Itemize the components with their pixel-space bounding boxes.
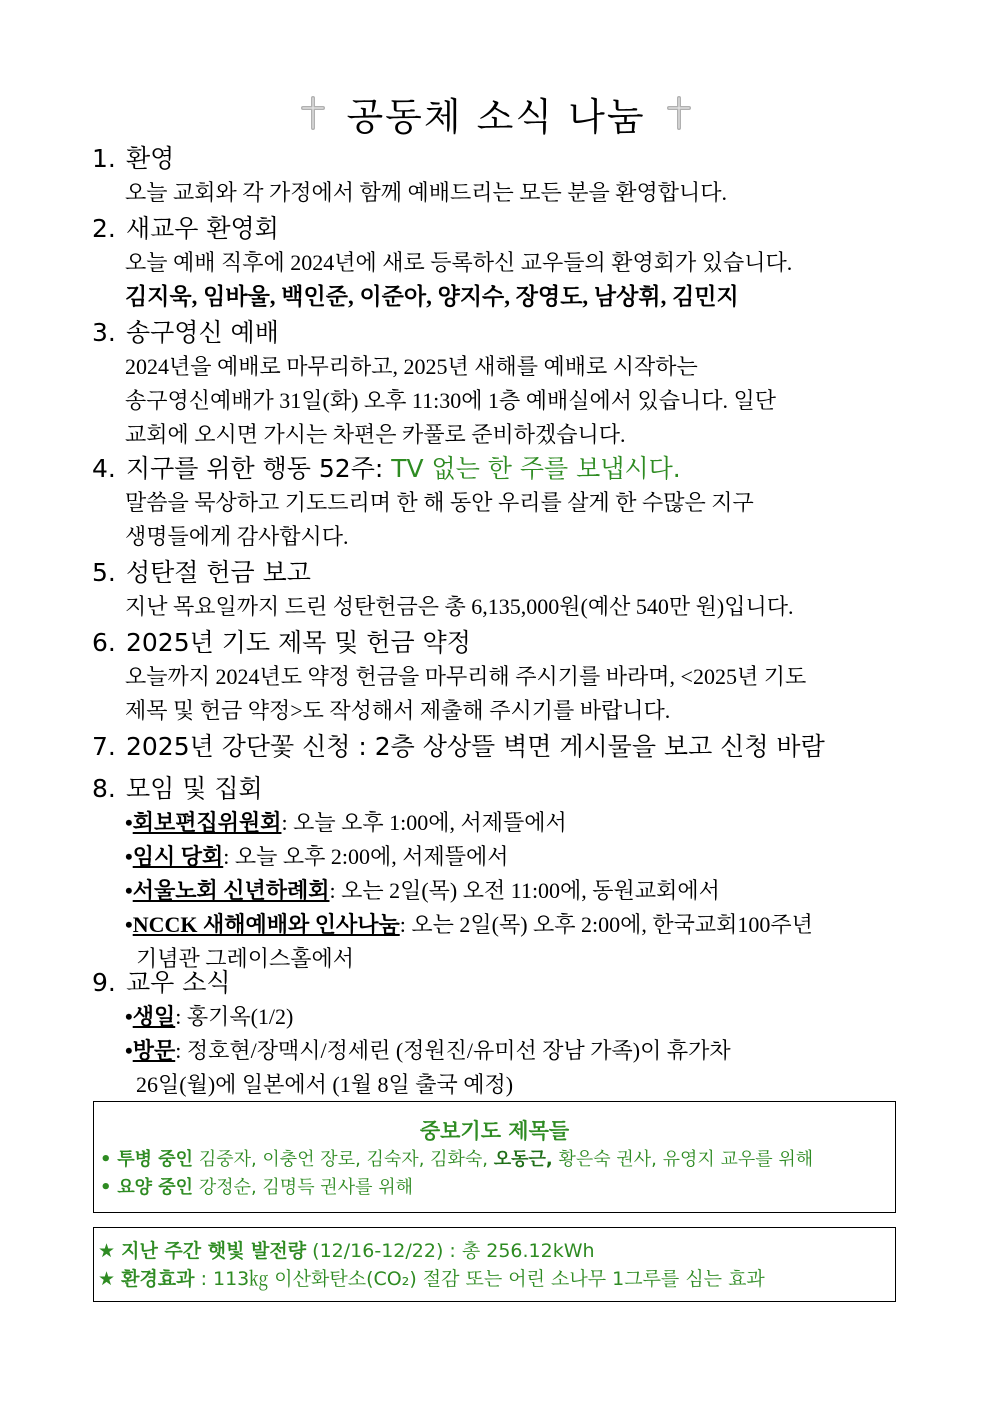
energy-line [98, 1265, 895, 1293]
energy-value: : 113㎏ 이산화탄소(CO₂) 절감 또는 어린 소나무 1그루를 심는 효과 [200, 1268, 765, 1290]
section-altar-flowers [92, 730, 902, 764]
section-newyear-service [92, 316, 902, 452]
list-item: •생일: 홍기옥(1/2) [125, 1004, 294, 1029]
section-text: 제목 및 헌금 약정>도 작성해서 제출해 주시기를 바랍니다. [125, 698, 671, 723]
energy-value: (12/16-12/22) : 총 256.12kWh [312, 1240, 595, 1262]
section-heading [92, 772, 902, 806]
item-continuation: 기념관 그레이스홀에서 [136, 946, 355, 971]
section-number: 1. [92, 144, 116, 173]
prayer-names: 김중자, 이충언 장로, 김숙자, 김화숙, [198, 1149, 489, 1170]
section-highlight: TV 없는 한 주를 보냅시다. [391, 454, 681, 483]
list-item: •NCCK 새해예배와 인사나눔: 오는 2일(목) 오후 2:00에, 한국교회100주년 [125, 912, 813, 937]
section-number: 8. [92, 774, 116, 803]
energy-label: 환경효과 [121, 1268, 195, 1290]
list-item: •방문: 정호현/장맥시/정세린 (정원진/유미선 장남 가족)이 휴가차 [125, 1038, 731, 1063]
item-label: 생일 [132, 1004, 176, 1029]
section-member-news [92, 966, 902, 1102]
section-welcome [92, 142, 902, 210]
section-text: 송구영신예배가 31일(화) 오후 11:30에 1층 예배실에서 있습니다. 일단 [125, 388, 776, 413]
list-item: •회보편집위원회: 오늘 오후 1:00에, 서제뜰에서 [125, 810, 567, 835]
item-label: 임시 당회 [132, 844, 224, 869]
section-title: 새교우 환영회 [126, 214, 279, 243]
star-icon: ★ [98, 1268, 116, 1290]
item-label: 방문 [132, 1038, 176, 1063]
section-number: 5. [92, 558, 116, 587]
energy-line [98, 1237, 895, 1265]
section-title: 송구영신 예배 [126, 318, 279, 347]
item-text: : 오는 2일(목) 오후 2:00에, 한국교회100주년 [399, 912, 813, 937]
section-text: 2024년을 예배로 마무리하고, 2025년 새해를 예배로 시작하는 [125, 354, 698, 379]
prayer-names: 황은숙 권사, 유영지 교우를 위해 [558, 1149, 814, 1170]
star-icon: ★ [98, 1240, 116, 1262]
item-text: : 오늘 오후 2:00에, 서제뜰에서 [223, 844, 509, 869]
page-title-row [0, 88, 992, 138]
bullet: • [100, 1177, 112, 1198]
item-text: : 홍기옥(1/2) [175, 1004, 294, 1029]
item-text: : 오는 2일(목) 오전 11:00에, 동원교회에서 [329, 878, 720, 903]
section-heading [92, 966, 902, 1000]
section-text: 교회에 오시면 가시는 차편은 카풀로 준비하겠습니다. [125, 422, 626, 447]
item-label: 회보편집위원회 [132, 810, 282, 835]
section-number: 2. [92, 214, 116, 243]
list-item: •임시 당회: 오늘 오후 2:00에, 서제뜰에서 [125, 844, 509, 869]
prayer-box [93, 1101, 896, 1213]
item-label: NCCK 새해예배와 인사나눔 [132, 912, 400, 937]
section-heading [92, 212, 902, 246]
prayer-label: 투병 중인 [117, 1149, 194, 1170]
prayer-line [100, 1174, 895, 1202]
section-title: 환영 [126, 144, 175, 173]
section-title: 성탄절 헌금 보고 [126, 558, 311, 587]
section-text: 말씀을 묵상하고 기도드리며 한 해 동안 우리를 살게 한 수많은 지구 [125, 490, 754, 515]
prayer-line [100, 1146, 895, 1174]
item-text: : 정호현/장맥시/정세린 (정원진/유미선 장남 가족)이 휴가차 [175, 1038, 731, 1063]
section-number: 4. [92, 454, 116, 483]
section-heading [92, 556, 902, 590]
section-christmas-offering [92, 556, 902, 624]
item-continuation: 26일(월)에 일본에서 (1월 8일 출국 예정) [136, 1072, 514, 1097]
prayer-names: 강정순, 김명득 권사를 위해 [198, 1177, 413, 1198]
section-number: 3. [92, 318, 116, 347]
bullet: • [100, 1149, 112, 1170]
section-number: 6. [92, 628, 116, 657]
section-title: 2025년 기도 제목 및 헌금 약정 [126, 628, 471, 657]
section-number: 9. [92, 968, 116, 997]
solar-energy-box [93, 1227, 896, 1302]
section-heading [92, 142, 902, 176]
section-heading [92, 730, 902, 764]
section-title: 모임 및 집회 [126, 774, 263, 803]
prayer-names-bold: 오동근, [493, 1149, 553, 1170]
section-title: 2025년 강단꽃 신청 : 2층 상상뜰 벽면 게시물을 보고 신청 바람 [126, 732, 825, 761]
section-text: 오늘 교회와 각 가정에서 함께 예배드리는 모든 분을 환영합니다. [125, 180, 728, 205]
list-item: •서울노회 신년하례회: 오는 2일(목) 오전 11:00에, 동원교회에서 [125, 878, 720, 903]
item-text: : 오늘 오후 1:00에, 서제뜰에서 [281, 810, 567, 835]
page-title: 공동체 소식 나눔 [346, 94, 646, 139]
cross-icon [298, 96, 328, 130]
section-title: 교우 소식 [126, 968, 231, 997]
prayer-label: 요양 중인 [117, 1177, 194, 1198]
section-prayer-pledge [92, 626, 902, 728]
section-heading [92, 626, 902, 660]
prayer-box-title: 중보기도 제목들 [419, 1119, 570, 1143]
new-member-names: 김지욱, 임바울, 백인준, 이준아, 양지수, 장영도, 남상휘, 김민지 [125, 284, 739, 309]
section-text: 오늘 예배 직후에 2024년에 새로 등록하신 교우들의 환영회가 있습니다. [125, 250, 793, 275]
section-number: 7. [92, 732, 116, 761]
section-title: 지구를 위한 행동 52주: [126, 454, 384, 483]
section-text: 생명들에게 감사합시다. [125, 524, 349, 549]
item-label: 서울노회 신년하례회 [132, 878, 330, 903]
cross-icon [664, 96, 694, 130]
section-new-member [92, 212, 902, 314]
section-text: 오늘까지 2024년도 약정 헌금을 마무리해 주시기를 바라며, <2025년 기도 [125, 664, 807, 689]
section-heading [92, 452, 902, 486]
section-earth-action [92, 452, 902, 554]
section-heading [92, 316, 902, 350]
section-text: 지난 목요일까지 드린 성탄헌금은 총 6,135,000원(예산 540만 원)입니다. [125, 594, 794, 619]
energy-label: 지난 주간 햇빛 발전량 [121, 1240, 307, 1262]
section-meetings [92, 772, 902, 976]
